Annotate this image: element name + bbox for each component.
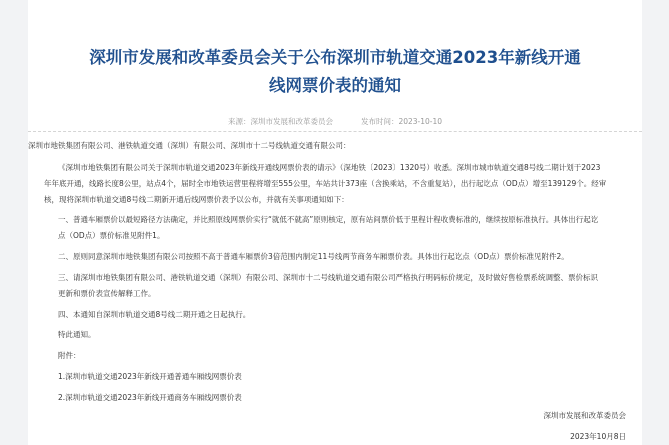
attachment-item-1[interactable]: 1.深圳市轨道交通2023年新线开通普通车厢线网票价表 [58, 372, 242, 381]
attachment-item-2[interactable]: 2.深圳市轨道交通2023年新线开通商务车厢线网票价表 [58, 393, 242, 402]
item4-line1: 四、本通知自深圳市轨道交通8号线二期开通之日起执行。 [58, 310, 251, 319]
attachments-label: 附件： [58, 351, 81, 360]
signature-organization: 深圳市发展和改革委员会 [543, 411, 626, 420]
intro-paragraph-line2: 年年底开通，线路长度8公里，站点4个，届时全市地铁运营里程将增至555公里，车站共计373座（含换乘站，不含重复站），出行起讫点（OD点）增至139129个。经审 [44, 179, 607, 188]
intro-paragraph-line3: 核，现将深圳市轨道交通8号线二期新开通后线网票价表予以公布，并就有关事项通知如下： [44, 195, 349, 204]
notice-closing: 特此通知。 [58, 330, 96, 339]
title-divider [28, 131, 642, 132]
addressee: 深圳市地铁集团有限公司、港铁轨道交通（深圳）有限公司、深圳市十二号线轨道交通有限公司： [28, 141, 351, 150]
item1-line1: 一、普通车厢票价以最短路径方法确定，并比照原线网票价实行“就低不就高”原则核定，原有站间票价低于里程计程收费标准的，继续按原标准执行。具体出行起讫 [58, 215, 599, 224]
intro-paragraph-line1: 《深圳市地铁集团有限公司关于深圳市轨道交通2023年新线开通线网票价表的请示》（深地铁〔2023〕1320号）收悉。深圳市城市轨道交通8号线二期计划于2023 [58, 163, 601, 172]
notice-publish-date: 发布时间：2023-10-10 [360, 117, 443, 126]
notice-title-line2: 线网票价表的通知 [269, 76, 401, 95]
document-sheet [28, 0, 642, 445]
signature-date: 2023年10月8日 [570, 432, 626, 441]
item3-line1: 三、请深圳市地铁集团有限公司、港铁轨道交通（深圳）有限公司、深圳市十二号线轨道交通有限公司严格执行明码标价规定，及时做好售检票系统调整、票价标识 [58, 273, 598, 282]
item3-line2: 更新和票价表宣传解释工作。 [58, 289, 156, 298]
notice-source: 来源：深圳市发展和改革委员会 [227, 117, 333, 126]
item2-line1: 二、原则同意深圳市地铁集团有限公司按照不高于普通车厢票价3倍范围内制定11号线两节商务车厢票价表。具体出行起讫点（OD点）票价标准见附件2。 [58, 252, 569, 261]
notice-meta [28, 116, 642, 127]
notice-title-line1: 深圳市发展和改革委员会关于公布深圳市轨道交通2023年新线开通 [89, 48, 581, 67]
item1-line2: 点（OD点）票价标准见附件1。 [58, 231, 165, 240]
